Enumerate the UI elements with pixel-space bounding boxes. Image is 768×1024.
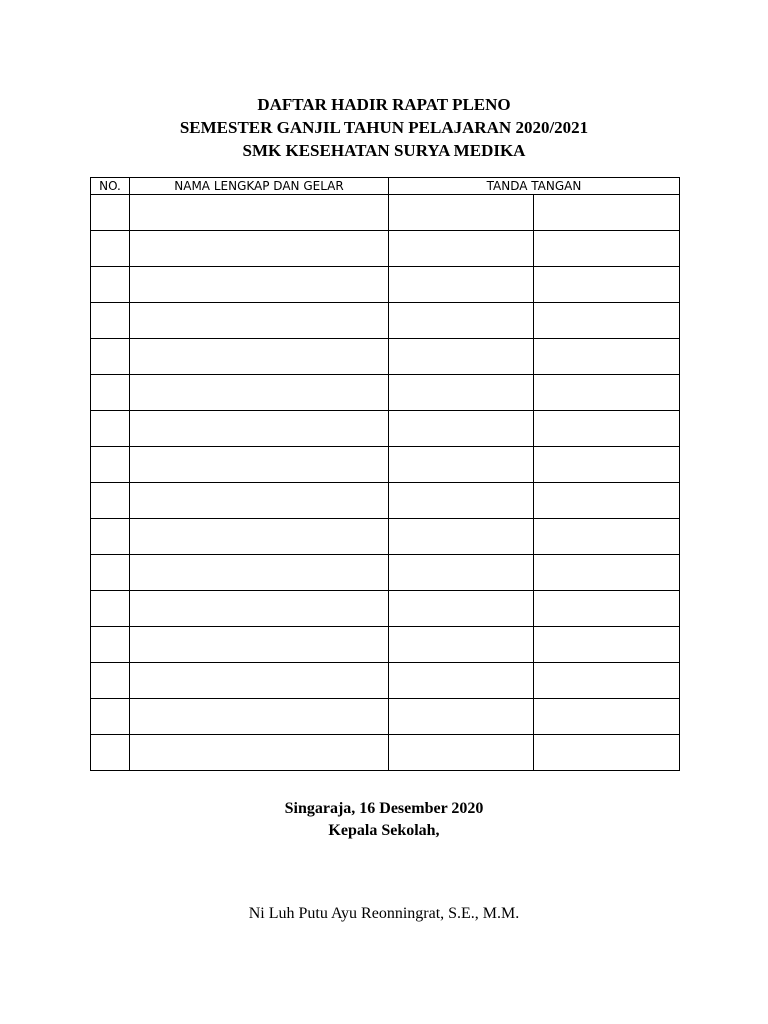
cell-no	[91, 483, 130, 519]
cell-name	[130, 195, 389, 231]
cell-no	[91, 591, 130, 627]
cell-name	[130, 411, 389, 447]
table-row	[91, 555, 680, 591]
cell-no	[91, 375, 130, 411]
table-row	[91, 303, 680, 339]
table-row	[91, 195, 680, 231]
cell-signature-a	[389, 447, 534, 483]
table-row	[91, 339, 680, 375]
cell-name	[130, 339, 389, 375]
cell-name	[130, 483, 389, 519]
cell-signature-b	[534, 699, 680, 735]
table-row	[91, 519, 680, 555]
cell-name	[130, 519, 389, 555]
cell-signature-b	[534, 591, 680, 627]
cell-name	[130, 447, 389, 483]
cell-name	[130, 375, 389, 411]
cell-signature-a	[389, 411, 534, 447]
title-line-1: DAFTAR HADIR RAPAT PLENO	[257, 95, 511, 114]
cell-signature-b	[534, 195, 680, 231]
cell-signature-a	[389, 483, 534, 519]
cell-signature-a	[389, 195, 534, 231]
cell-signature-b	[534, 663, 680, 699]
cell-no	[91, 303, 130, 339]
table-row	[91, 627, 680, 663]
cell-name	[130, 699, 389, 735]
cell-name	[130, 591, 389, 627]
cell-signature-b	[534, 627, 680, 663]
table-row	[91, 267, 680, 303]
cell-no	[91, 627, 130, 663]
title-line-3: SMK KESEHATAN SURYA MEDIKA	[242, 141, 526, 160]
column-header-signature: TANDA TANGAN	[389, 178, 680, 195]
cell-signature-b	[534, 267, 680, 303]
cell-signature-a	[389, 339, 534, 375]
place-date: Singaraja, 16 Desember 2020	[284, 800, 484, 817]
cell-signature-a	[389, 303, 534, 339]
table-row	[91, 735, 680, 771]
column-header-no: NO.	[91, 178, 130, 195]
title-line-2: SEMESTER GANJIL TAHUN PELAJARAN 2020/2021	[179, 118, 589, 137]
table-row	[91, 483, 680, 519]
signer-position: Kepala Sekolah,	[328, 822, 440, 839]
cell-no	[91, 447, 130, 483]
table-header-row	[91, 178, 680, 195]
cell-name	[130, 555, 389, 591]
cell-signature-a	[389, 231, 534, 267]
cell-signature-b	[534, 447, 680, 483]
cell-no	[91, 195, 130, 231]
attendance-table	[90, 177, 680, 771]
table-row	[91, 411, 680, 447]
cell-no	[91, 411, 130, 447]
cell-signature-a	[389, 591, 534, 627]
cell-signature-a	[389, 663, 534, 699]
cell-no	[91, 339, 130, 375]
column-header-name: NAMA LENGKAP DAN GELAR	[130, 178, 389, 195]
cell-no	[91, 699, 130, 735]
cell-no	[91, 267, 130, 303]
cell-signature-a	[389, 627, 534, 663]
cell-no	[91, 555, 130, 591]
cell-no	[91, 663, 130, 699]
table-row	[91, 591, 680, 627]
cell-no	[91, 519, 130, 555]
cell-no	[91, 231, 130, 267]
cell-signature-b	[534, 735, 680, 771]
cell-name	[130, 663, 389, 699]
cell-name	[130, 231, 389, 267]
table-row	[91, 447, 680, 483]
cell-signature-b	[534, 519, 680, 555]
cell-signature-b	[534, 339, 680, 375]
cell-signature-b	[534, 375, 680, 411]
signer-name: Ni Luh Putu Ayu Reonningrat, S.E., M.M.	[248, 905, 520, 922]
cell-signature-a	[389, 699, 534, 735]
cell-signature-b	[534, 555, 680, 591]
signature-block	[0, 798, 768, 842]
cell-name	[130, 627, 389, 663]
cell-signature-a	[389, 267, 534, 303]
cell-signature-a	[389, 375, 534, 411]
cell-signature-b	[534, 303, 680, 339]
cell-no	[91, 735, 130, 771]
cell-name	[130, 735, 389, 771]
cell-signature-a	[389, 555, 534, 591]
table-row	[91, 699, 680, 735]
cell-signature-a	[389, 735, 534, 771]
cell-name	[130, 267, 389, 303]
table-row	[91, 663, 680, 699]
cell-signature-a	[389, 519, 534, 555]
cell-name	[130, 303, 389, 339]
table-body	[91, 195, 680, 771]
document-title	[0, 93, 768, 162]
cell-signature-b	[534, 411, 680, 447]
table-row	[91, 231, 680, 267]
cell-signature-b	[534, 483, 680, 519]
cell-signature-b	[534, 231, 680, 267]
table-row	[91, 375, 680, 411]
